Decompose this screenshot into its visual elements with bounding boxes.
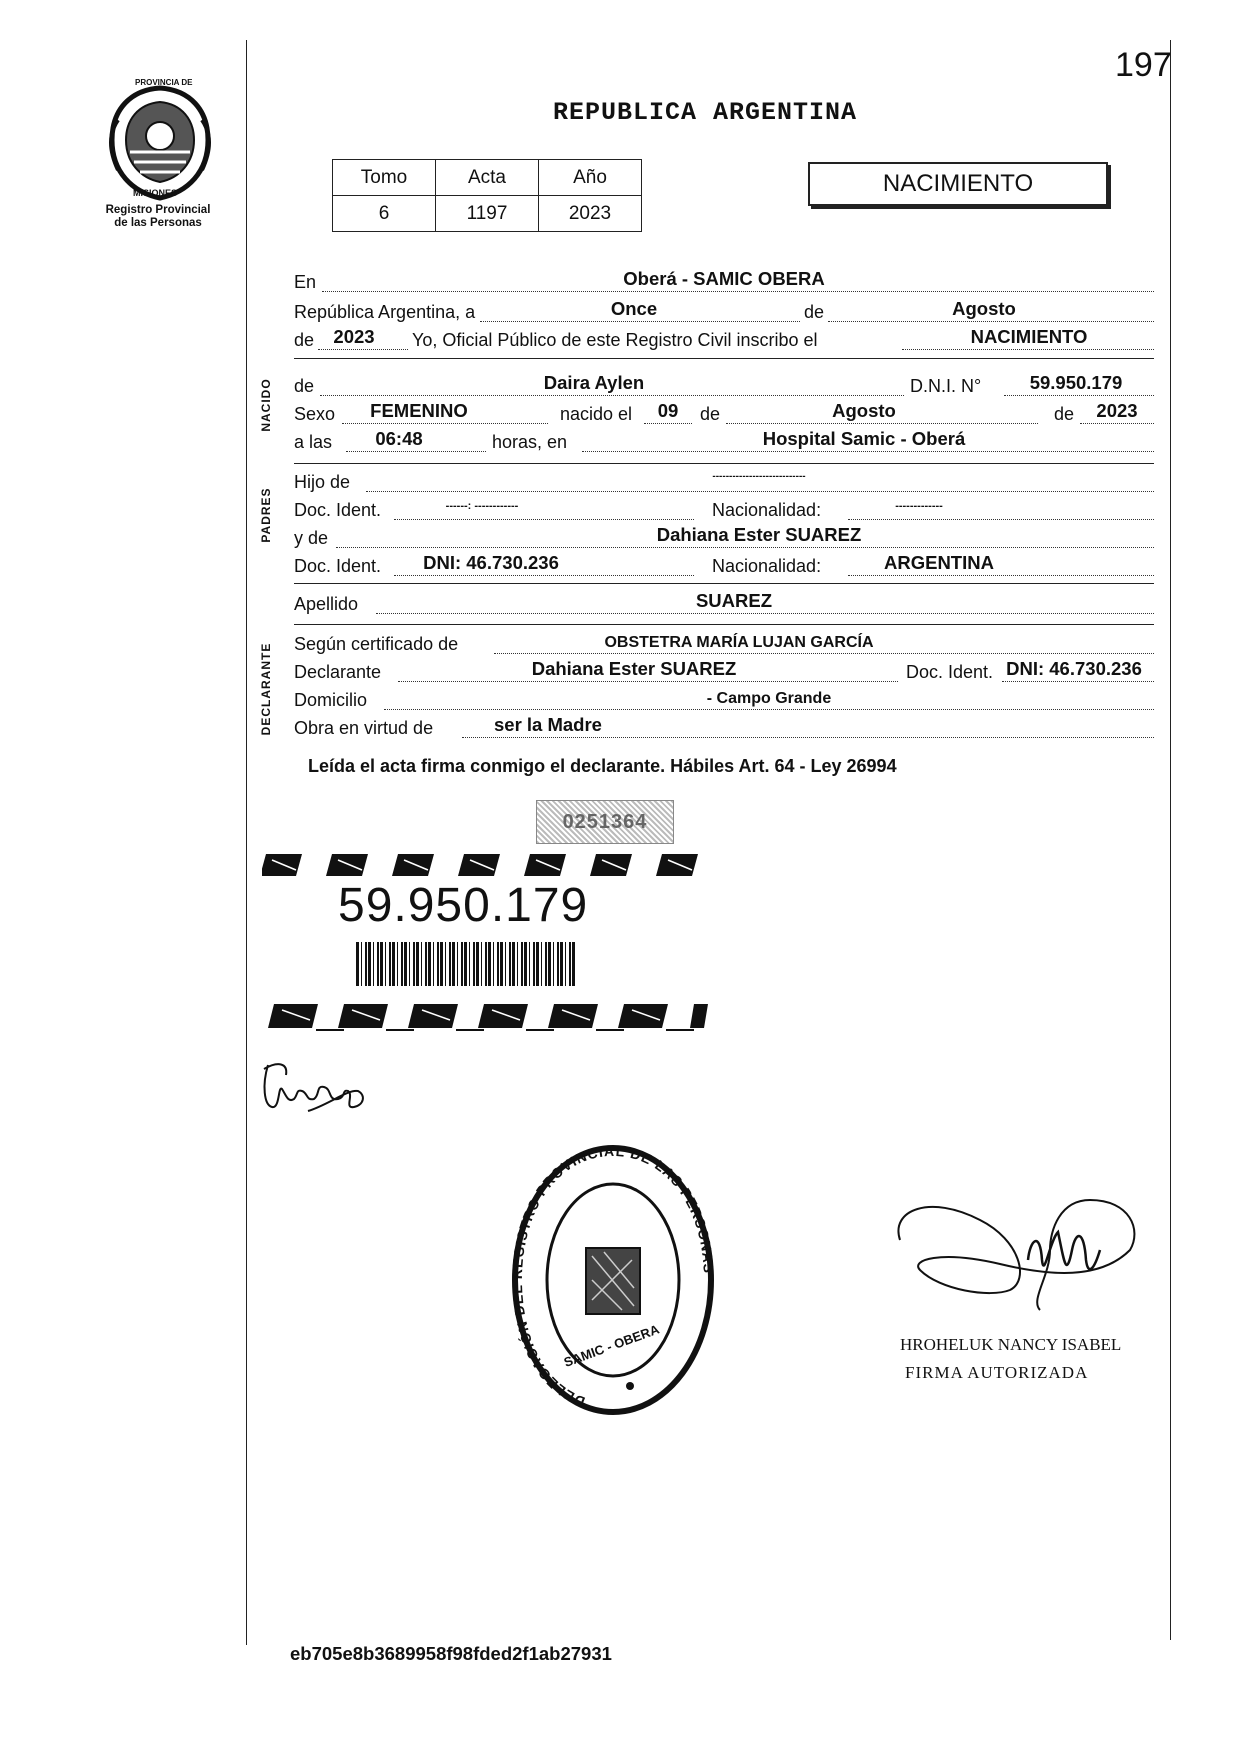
dotted-line [398, 681, 898, 682]
section-divider [294, 624, 1154, 625]
label-de: de [804, 302, 825, 322]
label-hijo-de: Hijo de [294, 472, 351, 492]
mes-value: Agosto [952, 298, 1016, 319]
row-madre [294, 524, 1154, 552]
madre-doc-value: DNI: 46.730.236 [423, 552, 559, 573]
sexo-value: FEMENINO [370, 400, 468, 421]
declarant-signature [258, 1055, 378, 1125]
dotted-line [462, 737, 1154, 738]
record-kind-box: NACIMIENTO [808, 162, 1108, 206]
label-en: En [294, 272, 317, 292]
nac-mes-value: Agosto [832, 400, 896, 421]
declarante-doc-value: DNI: 46.730.236 [1006, 658, 1142, 679]
stamp-ring-text: DELEGACIÓN DEL REGISTRO PROVINCIAL DE LAS PERSONAS [508, 1142, 717, 1411]
dotted-line [848, 519, 1154, 520]
row-inscripcion [294, 326, 1154, 354]
dotted-line [828, 321, 1154, 322]
label-nacido-el: nacido el [560, 404, 633, 424]
label-obra: Obra en virtud de [294, 718, 434, 738]
official-stamp [508, 1140, 718, 1420]
label-doc-ident: Doc. Ident. [906, 662, 994, 682]
lugar-value: Oberá - SAMIC OBERA [623, 268, 825, 289]
dotted-line [480, 321, 800, 322]
hora-value: 06:48 [375, 428, 423, 449]
label-a-las: a las [294, 432, 333, 452]
acta-header: Acta [436, 160, 539, 196]
section-divider [294, 358, 1154, 359]
dotted-line [644, 423, 692, 424]
row-en [294, 268, 1154, 296]
domicilio-value: - Campo Grande [706, 690, 832, 707]
dotted-line [320, 395, 904, 396]
label-sexo: Sexo [294, 404, 336, 424]
logo-text-bottom: MISIONES [133, 188, 178, 198]
official-title: FIRMA AUTORIZADA [905, 1363, 1089, 1382]
firma-statement: Leída el acta firma conmigo el declarante. Hábiles Art. 64 - Ley 26994 [308, 756, 897, 776]
dotted-line [848, 575, 1154, 576]
label-nacionalidad: Nacionalidad: [712, 556, 822, 576]
dni-value: 59.950.179 [1029, 372, 1123, 393]
label-de: de [294, 376, 315, 396]
obra-value: ser la Madre [494, 714, 602, 735]
stamp-center-text: SAMIC - OBERA [561, 1321, 662, 1370]
registry-table [332, 159, 642, 232]
label-de: de [1054, 404, 1075, 424]
label-doc-ident: Doc. Ident. [294, 500, 382, 520]
label-yo: Yo, Oficial Público de este Registro Civil inscribo el [412, 330, 818, 350]
dotted-line [494, 653, 1154, 654]
madre-value: Dahiana Ester SUAREZ [656, 524, 862, 545]
label-segun: Según certificado de [294, 634, 459, 654]
label-dni: D.N.I. N° [910, 376, 982, 396]
sticker-code: 0251364 [562, 811, 648, 833]
dotted-line [1002, 681, 1154, 682]
lugar-nac-value: Hospital Samic - Oberá [762, 428, 966, 449]
dotted-line [318, 349, 408, 350]
padre-doc-value: ------: ------------ [445, 500, 519, 512]
label-doc-ident: Doc. Ident. [294, 556, 382, 576]
document-title: REPUBLICA ARGENTINA [552, 98, 858, 127]
row-padre-doc [294, 496, 1154, 524]
logo-caption-line-1: Registro Provincial [105, 204, 211, 216]
row-hora [294, 428, 1154, 456]
dotted-line [322, 291, 1154, 292]
right-margin-line [1170, 40, 1171, 1640]
hologram-band-top [262, 850, 710, 880]
row-obra [294, 714, 1154, 742]
dotted-line [342, 423, 548, 424]
tomo-value: 6 [333, 196, 436, 232]
certificado-value: OBSTETRA MARÍA LUJAN GARCÍA [604, 634, 874, 651]
row-certificado [294, 630, 1154, 658]
dia-value: Once [610, 298, 658, 319]
label-nacionalidad: Nacionalidad: [712, 500, 822, 520]
label-y-de: y de [294, 528, 329, 548]
official-signature [880, 1180, 1140, 1330]
official-name: HROHELUK NANCY ISABEL [900, 1335, 1122, 1354]
row-hijo-de [294, 468, 1154, 496]
label-domicilio: Domicilio [294, 690, 368, 710]
dotted-line [1080, 423, 1154, 424]
page-number: 197 [1115, 46, 1172, 84]
side-label-padres: PADRES [259, 487, 273, 543]
label-de: de [294, 330, 315, 350]
row-declarante [294, 658, 1154, 686]
row-nombre [294, 372, 1154, 400]
nac-dia-value: 09 [657, 400, 679, 421]
label-republica: República Argentina, a [294, 302, 476, 322]
dotted-line [394, 519, 694, 520]
logo-text-top: PROVINCIA DE [135, 78, 193, 87]
anio-value: 2023 [539, 196, 642, 232]
logo-caption-line-2: de las Personas [114, 217, 202, 229]
row-domicilio [294, 686, 1154, 714]
dotted-line [366, 491, 1154, 492]
label-de: de [700, 404, 721, 424]
row-sexo [294, 400, 1154, 428]
side-label-declarante: DECLARANTE [259, 642, 273, 736]
dotted-line [376, 613, 1154, 614]
nombre-value: Daira Aylen [543, 372, 645, 393]
anio-value: 2023 [333, 326, 375, 347]
row-madre-doc [294, 552, 1154, 580]
document-hash: eb705e8b3689958f98fded2f1ab27931 [290, 1643, 612, 1664]
label-horas-en: horas, en [492, 432, 568, 452]
dotted-line [1004, 395, 1154, 396]
security-sticker [536, 800, 674, 844]
apellido-value: SUAREZ [695, 590, 773, 611]
logo-caption [88, 204, 228, 230]
dotted-line [384, 709, 1154, 710]
padre-value: ---------------------------- [712, 471, 806, 482]
section-divider [294, 463, 1154, 464]
hologram-band-bottom [268, 1000, 712, 1034]
row-apellido [294, 590, 1154, 618]
tipo-value: NACIMIENTO [970, 326, 1088, 347]
row-fecha [294, 298, 1154, 326]
anio-header: Año [539, 160, 642, 196]
section-divider [294, 583, 1154, 584]
nac-anio-value: 2023 [1096, 400, 1138, 421]
madre-nac-value: ARGENTINA [884, 552, 994, 573]
dotted-line [336, 547, 1154, 548]
acta-value: 1197 [436, 196, 539, 232]
dni-number-large: 59.950.179 [338, 879, 589, 932]
padre-nac-value: ------------- [895, 500, 943, 512]
dotted-line [902, 349, 1154, 350]
dotted-line [346, 451, 486, 452]
dotted-line [726, 423, 1038, 424]
label-apellido: Apellido [294, 594, 359, 614]
dotted-line [394, 575, 694, 576]
dotted-line [582, 451, 1154, 452]
side-label-nacido: NACIDO [259, 378, 273, 432]
left-margin-line [246, 40, 247, 1645]
barcode [356, 942, 576, 986]
declarante-value: Dahiana Ester SUAREZ [531, 658, 737, 679]
label-declarante: Declarante [294, 662, 382, 682]
tomo-header: Tomo [333, 160, 436, 196]
